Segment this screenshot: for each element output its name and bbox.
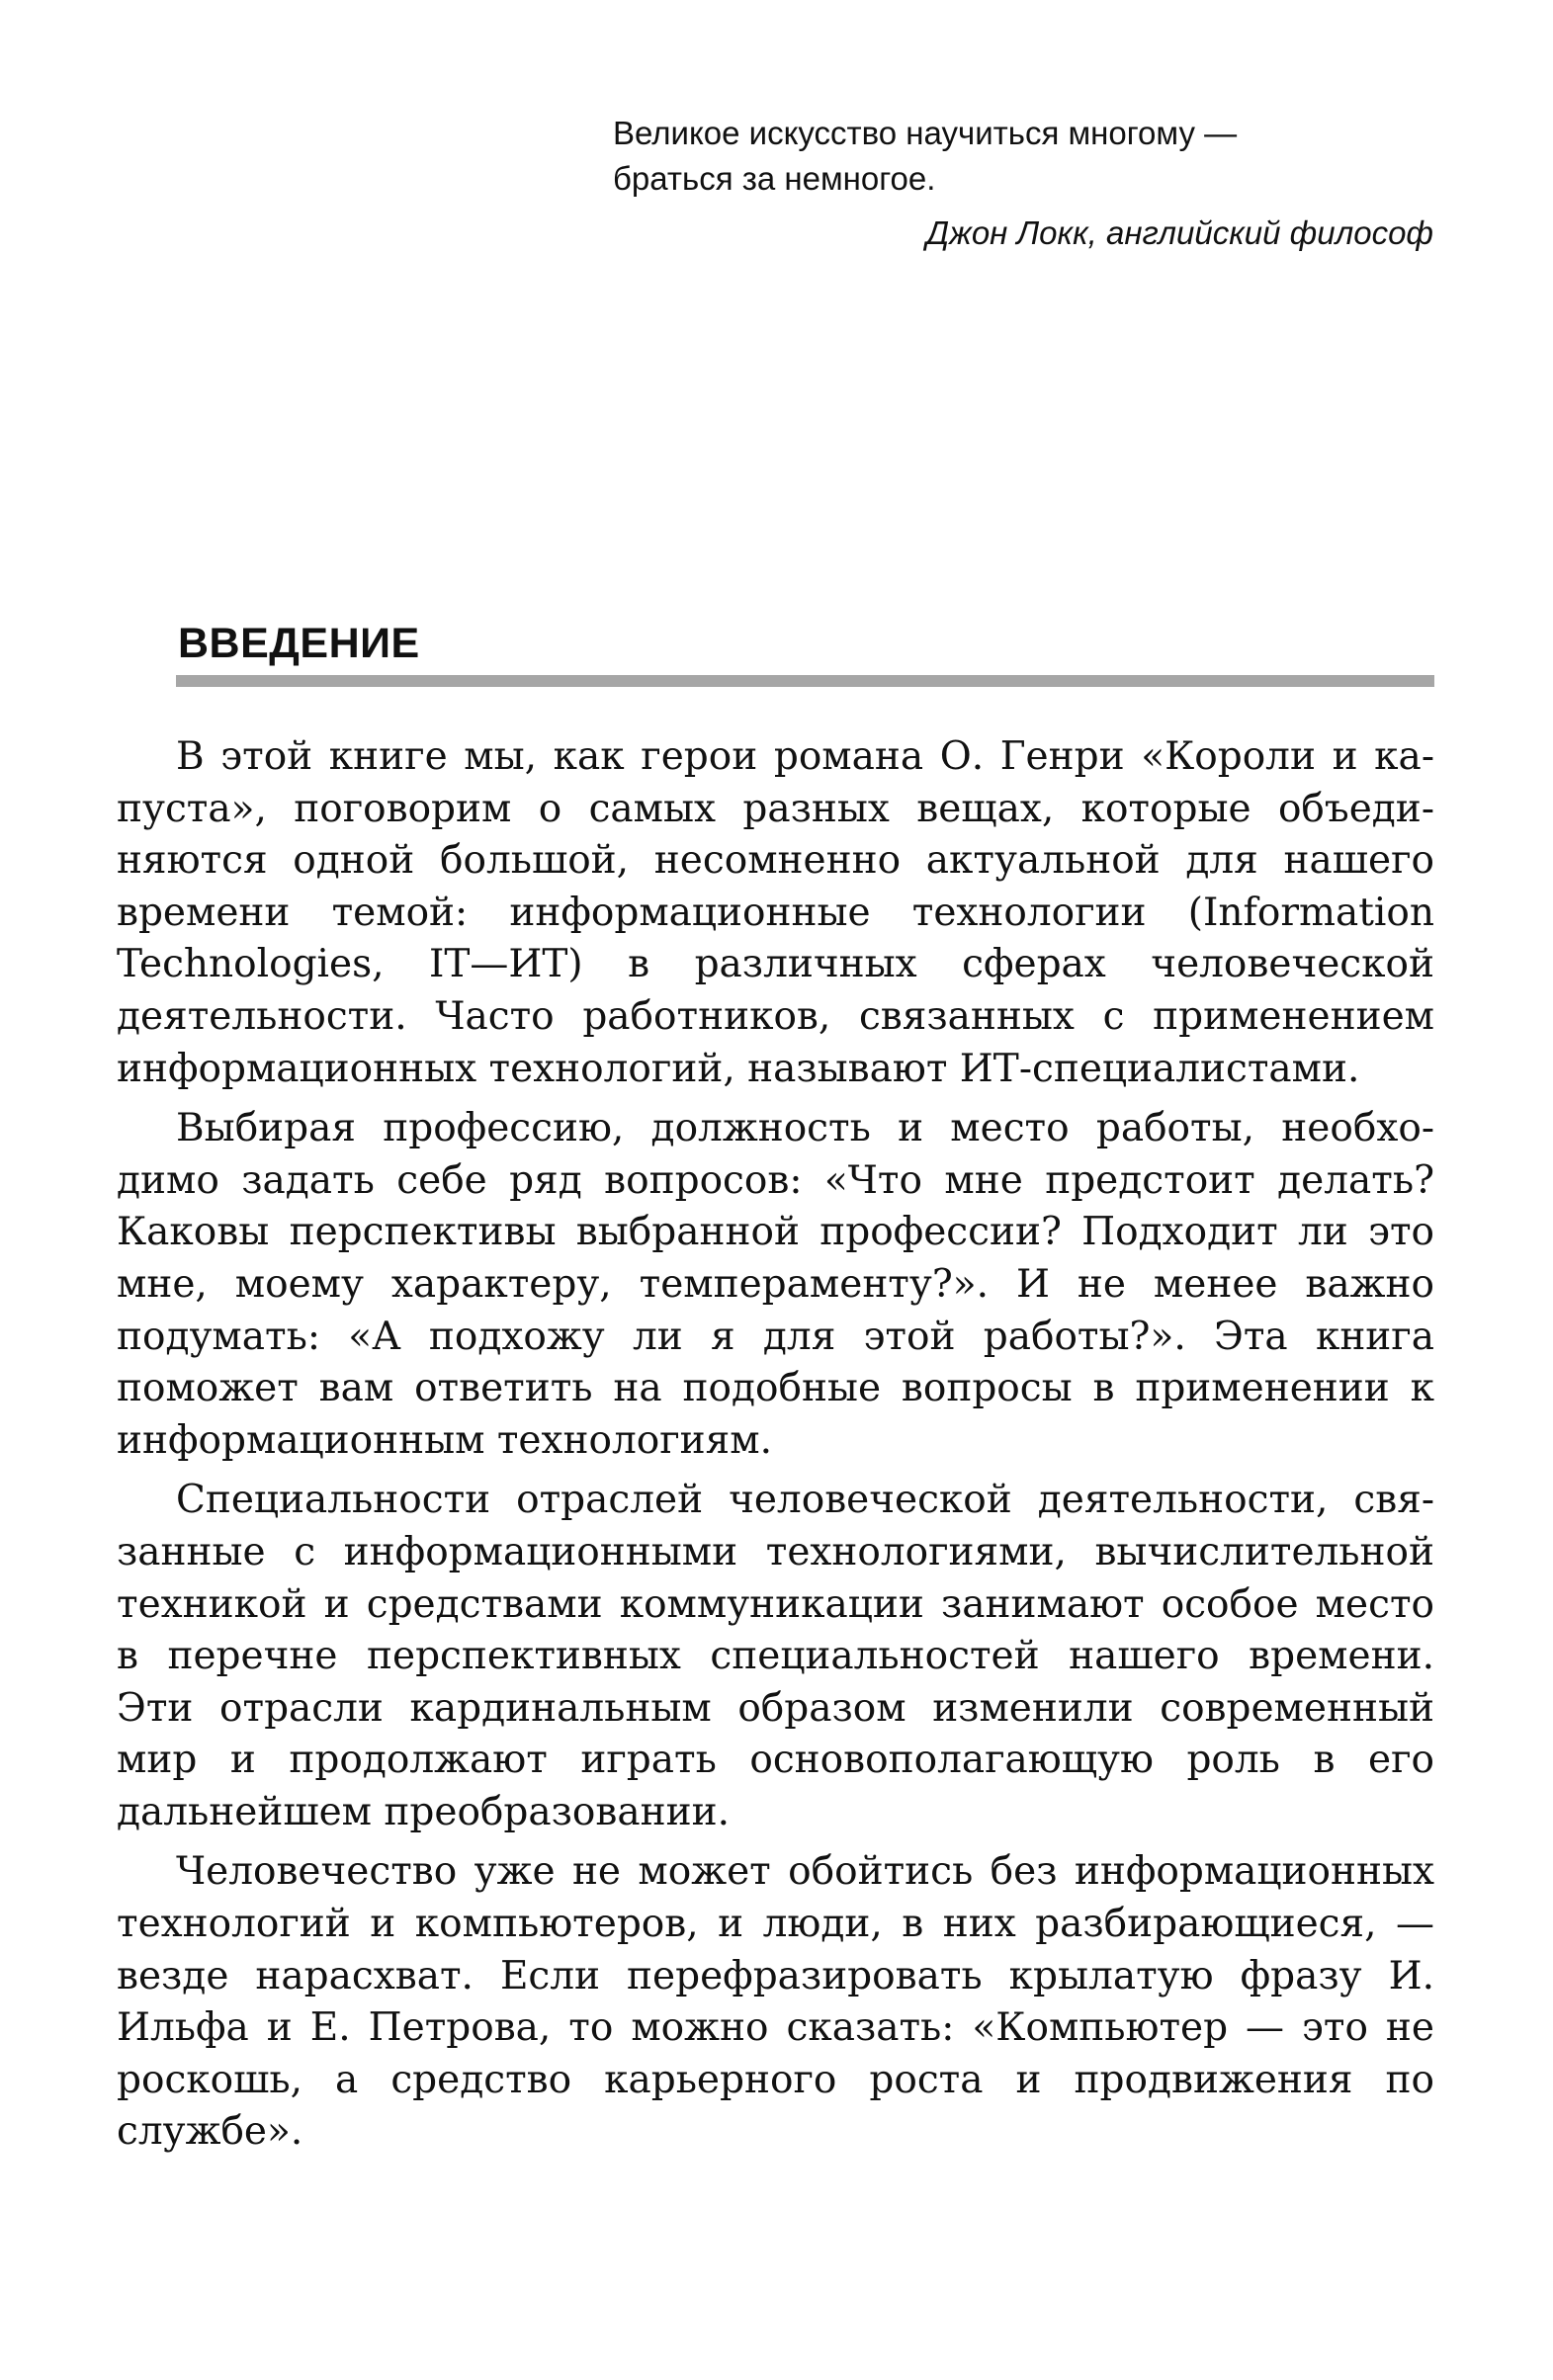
heading-rule	[176, 675, 1434, 687]
epigraph-line-1: Великое искусство научиться многому —	[613, 115, 1238, 151]
epigraph	[613, 111, 1433, 256]
paragraph-3: Специальности отраслей человеческой деятельности, связанные с информационными технологиями, вычислительной техникой и средствами коммуникации занимают особое место в перечне перспективных специальностей нашего времени. Эти отрасли кардинальным образом изменили современный мир и продолжают играть основополагающую роль в его дальнейшем преобразовании.	[117, 1478, 1434, 1834]
paragraph-2: Выбирая профессию, должность и место работы, необходимо задать себе ряд вопросов: «Что мне предстоит делать? Каковы перспективы выбранной профессии? Подходит ли это мне, моему характеру, темпераменту?». И не менее важно подумать: «А подхожу ли я для этой работы?». Эта книга поможет вам ответить на подобные вопросы в применении к информационным технологиям.	[117, 1106, 1434, 1463]
epigraph-line-2: браться за немногое.	[613, 160, 936, 197]
epigraph-author: Джон Локк, английский философ	[925, 214, 1433, 251]
section-title: ВВЕДЕНИЕ	[178, 620, 420, 667]
paragraph-1: В этой книге мы, как герои романа О. Генри «Короли и капуста», поговорим о самых разных вещах, которые объединяются одной большой, несомненно актуальной для нашего времени темой: информационные технологии (Information Technologies, IT—ИТ) в различных сферах человеческой деятельности. Часто работников, связанных с применением информационных технологий, называют ИТ-специалистами.	[117, 734, 1434, 1091]
paragraph-4: Человечество уже не может обойтись без информационных технологий и компьютеров, и люди, в них разбирающиеся, — везде нарасхват. Если перефразировать крылатую фразу И. Ильфа и Е. Петрова, то можно сказать: «Компьютер — это не роскошь, а средство карьерного роста и продвижения по службе».	[117, 1849, 1434, 2155]
body-text	[117, 731, 1434, 2167]
